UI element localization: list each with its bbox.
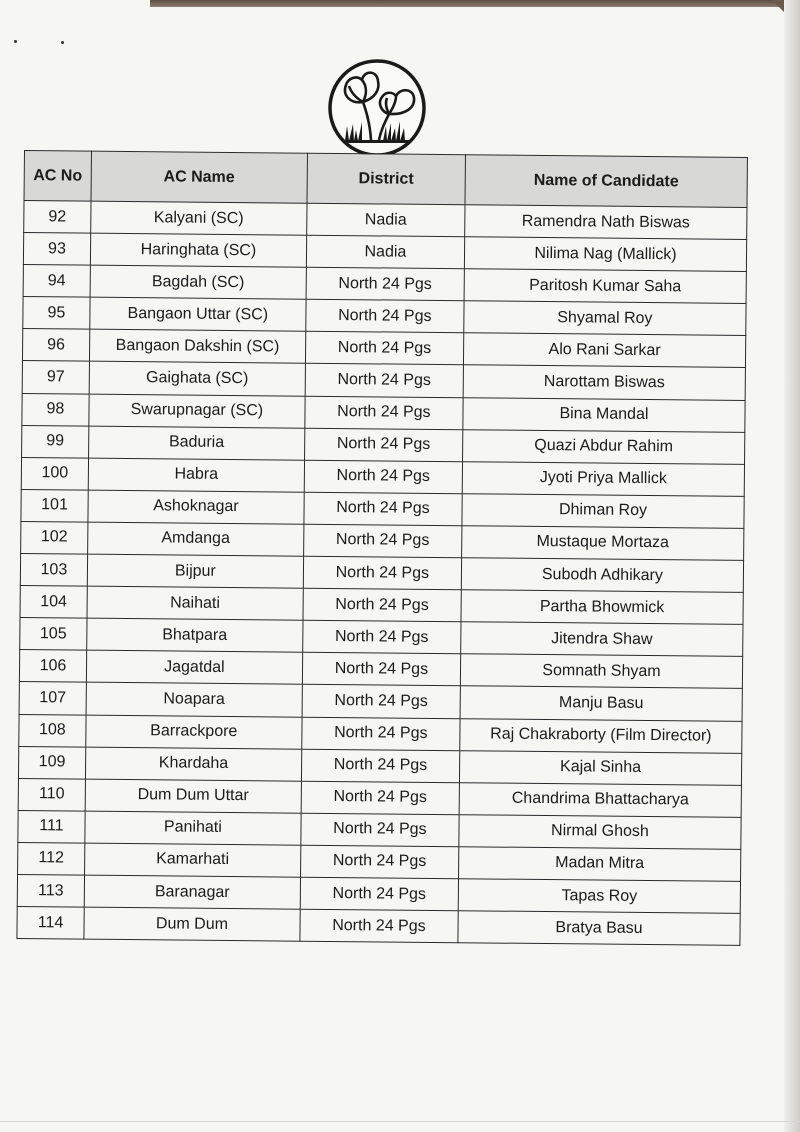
cell-candidate-name: Nilima Nag (Mallick) [464, 237, 746, 272]
cell-district: North 24 Pgs [301, 781, 459, 815]
cell-candidate-name: Manju Basu [460, 686, 742, 721]
cell-candidate-name: Jitendra Shaw [461, 622, 743, 657]
cell-ac-name: Bhatpara [87, 618, 303, 652]
cell-ac-no: 110 [18, 778, 85, 811]
cell-ac-name: Amdanga [88, 522, 304, 556]
cell-district: Nadia [306, 235, 464, 269]
cell-candidate-name: Kajal Sinha [459, 750, 741, 785]
cell-candidate-name: Alo Rani Sarkar [463, 333, 745, 368]
cell-candidate-name: Bina Mandal [463, 397, 745, 432]
cell-ac-no: 105 [20, 618, 87, 651]
cell-candidate-name: Subodh Adhikary [461, 558, 743, 593]
cell-ac-no: 113 [17, 874, 84, 907]
cell-ac-no: 111 [18, 810, 85, 843]
table-body [17, 201, 747, 946]
page-bottom-line [0, 1121, 800, 1122]
cell-candidate-name: Tapas Roy [458, 879, 740, 914]
cell-ac-name: Habra [88, 458, 304, 492]
speck-mark [14, 40, 17, 43]
cell-district: North 24 Pgs [300, 845, 458, 879]
cell-ac-no: 108 [19, 714, 86, 747]
cell-district: North 24 Pgs [303, 620, 461, 654]
cell-district: North 24 Pgs [305, 396, 463, 430]
cell-ac-name: Baranagar [84, 875, 300, 909]
cell-candidate-name: Shyamal Roy [464, 301, 746, 336]
cell-district: North 24 Pgs [302, 653, 460, 687]
header-ac-no: AC No [24, 151, 91, 202]
cell-district: North 24 Pgs [302, 717, 460, 751]
cell-ac-no: 98 [22, 393, 89, 426]
cell-ac-no: 93 [23, 233, 90, 266]
cell-candidate-name: Nirmal Ghosh [459, 814, 741, 849]
cell-ac-no: 96 [22, 329, 89, 362]
table-header-row [24, 151, 747, 208]
cell-ac-name: Dum Dum [84, 907, 300, 941]
header-candidate-name: Name of Candidate [465, 155, 748, 208]
cell-ac-no: 107 [19, 682, 86, 715]
cell-district: North 24 Pgs [300, 909, 458, 943]
cell-ac-name: Kalyani (SC) [91, 201, 307, 235]
cell-ac-name: Bangaon Dakshin (SC) [89, 330, 305, 364]
cell-candidate-name: Narottam Biswas [463, 365, 745, 400]
cell-ac-name: Swarupnagar (SC) [89, 394, 305, 428]
cell-district: North 24 Pgs [306, 267, 464, 301]
cell-ac-no: 95 [23, 297, 90, 330]
cell-ac-name: Bagdah (SC) [90, 265, 306, 299]
cell-candidate-name: Madan Mitra [458, 847, 740, 882]
cell-district: North 24 Pgs [304, 428, 462, 462]
cell-ac-name: Bangaon Uttar (SC) [90, 297, 306, 331]
cell-candidate-name: Bratya Basu [458, 911, 740, 946]
cell-ac-name: Naihati [87, 586, 303, 620]
cell-candidate-name: Mustaque Mortaza [462, 526, 744, 561]
cell-ac-name: Khardaha [85, 747, 301, 781]
cell-district: Nadia [307, 203, 465, 237]
cell-candidate-name: Partha Bhowmick [461, 590, 743, 625]
cell-district: North 24 Pgs [304, 460, 462, 494]
cell-district: North 24 Pgs [303, 588, 461, 622]
cell-ac-name: Haringhata (SC) [90, 233, 306, 267]
cell-ac-no: 101 [21, 489, 88, 522]
cell-ac-name: Dum Dum Uttar [85, 779, 301, 813]
cell-candidate-name: Ramendra Nath Biswas [465, 205, 747, 240]
cell-district: North 24 Pgs [301, 749, 459, 783]
cell-district: North 24 Pgs [303, 524, 461, 558]
cell-candidate-name: Quazi Abdur Rahim [462, 429, 744, 464]
cell-candidate-name: Raj Chakraborty (Film Director) [460, 718, 742, 753]
cell-candidate-name: Chandrima Bhattacharya [459, 782, 741, 817]
cell-ac-name: Jagatdal [86, 650, 302, 684]
cell-district: North 24 Pgs [303, 556, 461, 590]
cell-district: North 24 Pgs [302, 685, 460, 719]
cell-candidate-name: Dhiman Roy [462, 494, 744, 529]
cell-ac-name: Kamarhati [84, 843, 300, 877]
cell-ac-no: 103 [20, 554, 87, 587]
cell-ac-no: 112 [18, 842, 85, 875]
cell-ac-no: 104 [20, 586, 87, 619]
cell-district: North 24 Pgs [301, 813, 459, 847]
cell-district: North 24 Pgs [306, 299, 464, 333]
cell-ac-name: Gaighata (SC) [89, 362, 305, 396]
cell-district: North 24 Pgs [305, 332, 463, 366]
cell-ac-no: 114 [17, 907, 84, 940]
cell-district: North 24 Pgs [305, 364, 463, 398]
table-row [17, 907, 740, 946]
cell-district: North 24 Pgs [304, 492, 462, 526]
cell-ac-no: 100 [21, 457, 88, 490]
candidate-list-table [16, 150, 748, 946]
header-ac-name: AC Name [91, 151, 307, 203]
cell-ac-no: 97 [22, 361, 89, 394]
cell-ac-no: 94 [23, 265, 90, 298]
cell-ac-no: 106 [19, 650, 86, 683]
cell-district: North 24 Pgs [300, 877, 458, 911]
cell-ac-no: 102 [21, 521, 88, 554]
cell-ac-no: 109 [18, 746, 85, 779]
cell-ac-no: 99 [22, 425, 89, 458]
cell-candidate-name: Jyoti Priya Mallick [462, 461, 744, 496]
cell-ac-name: Barrackpore [86, 715, 302, 749]
cell-ac-name: Panihati [85, 811, 301, 845]
cell-candidate-name: Paritosh Kumar Saha [464, 269, 746, 304]
cell-ac-name: Noapara [86, 683, 302, 717]
party-emblem-icon [327, 58, 427, 158]
cell-ac-name: Ashoknagar [88, 490, 304, 524]
speck-mark [61, 41, 64, 44]
cell-ac-no: 92 [24, 201, 91, 234]
header-district: District [307, 153, 466, 205]
cell-ac-name: Bijpur [87, 554, 303, 588]
cell-candidate-name: Somnath Shyam [460, 654, 742, 689]
cell-ac-name: Baduria [88, 426, 304, 460]
page-top-edge [150, 0, 800, 7]
page-right-edge [784, 0, 800, 1132]
